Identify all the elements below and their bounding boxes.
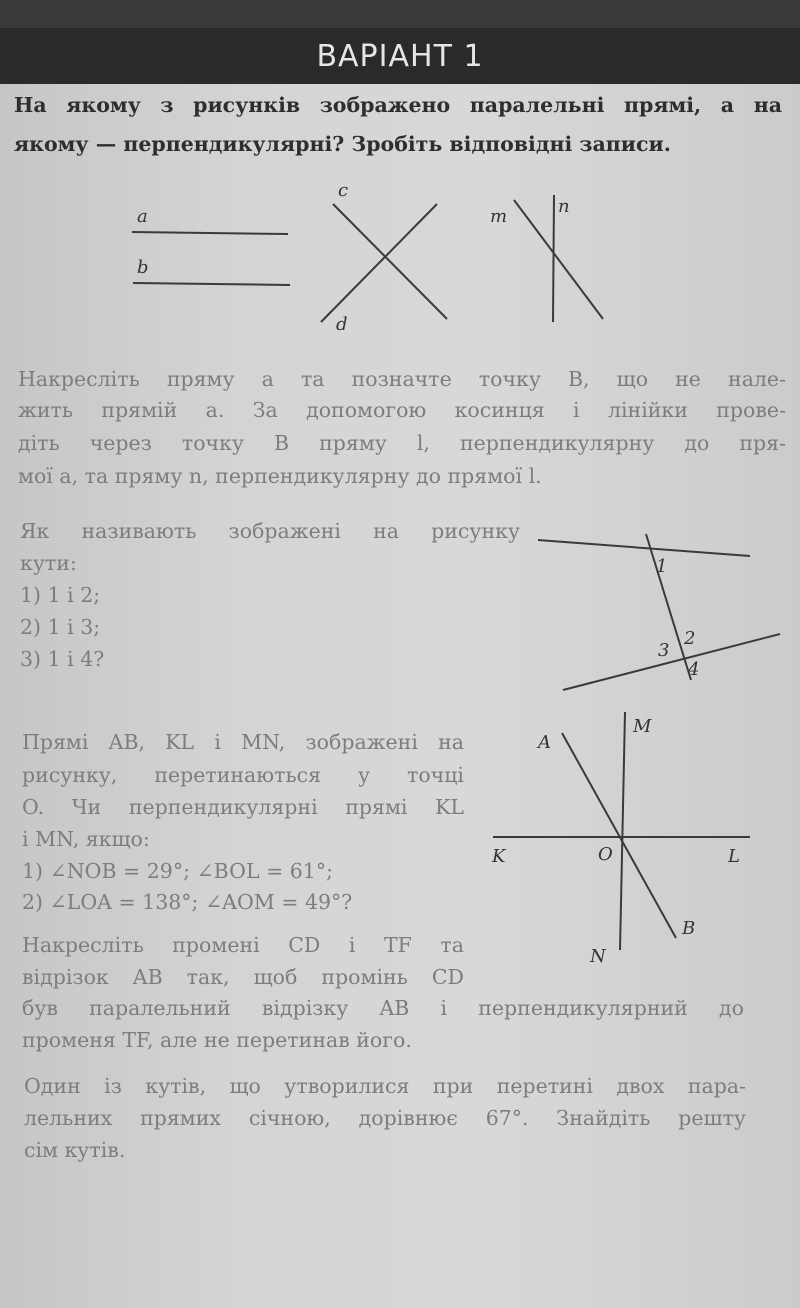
task1-line1: На якому з рисунків зображено паралельні прямі, а на — [14, 93, 782, 117]
label-angle-4: 4 — [688, 659, 700, 680]
variant-title: ВАРІАНТ 1 — [316, 38, 484, 74]
task4-item1: 1) ∠NOB = 29°; ∠BOL = 61°; — [22, 859, 334, 883]
task2-line1: Накресліть пряму a та позначте точку B, що не нале- — [18, 367, 786, 391]
label-d: d — [336, 314, 348, 335]
label-B: B — [682, 918, 696, 939]
figure-parallel-lines — [132, 232, 290, 285]
task3-item2: 2) 1 і 3; — [20, 615, 101, 639]
label-angle-1: 1 — [656, 556, 668, 577]
task3-item1: 1) 1 і 2; — [20, 583, 101, 607]
task6-line2: лельних прямих січною, дорівнює 67°. Знайдіть решту — [24, 1106, 746, 1130]
label-O: O — [598, 844, 613, 865]
label-A: A — [538, 732, 551, 753]
task6-line3: сім кутів. — [24, 1138, 126, 1162]
figure-three-lines — [493, 712, 750, 950]
label-angle-3: 3 — [658, 640, 670, 661]
label-K: K — [492, 846, 506, 867]
task4-line3: O. Чи перпендикулярні прямі KL — [22, 795, 464, 819]
task4-line1: Прямі AB, KL і MN, зображені на — [22, 730, 464, 754]
label-M: M — [633, 716, 652, 737]
task2-line2: жить прямій a. За допомогою косинця і лінійки прове- — [18, 398, 786, 422]
label-N: N — [590, 946, 606, 967]
task5-line3: був паралельний відрізку AB і перпендикулярний до — [22, 996, 744, 1020]
label-m: m — [490, 206, 508, 227]
label-angle-2: 2 — [684, 628, 696, 649]
task3-line2: кути: — [20, 551, 77, 575]
task1-line2: якому — перпендикулярні? Зробіть відповідні записи. — [14, 132, 671, 156]
label-L: L — [728, 846, 740, 867]
label-b: b — [137, 257, 149, 278]
task5-line4: променя TF, але не перетинав його. — [22, 1028, 412, 1052]
task4-item2: 2) ∠LOA = 138°; ∠AOM = 49°? — [22, 890, 353, 914]
label-n: n — [558, 196, 570, 217]
task5-line2: відрізок AB так, щоб промінь CD — [22, 965, 464, 989]
task4-line4: і MN, якщо: — [22, 827, 150, 851]
task3-line1: Як називають зображені на рисунку — [20, 519, 520, 543]
task2-line3: діть через точку B пряму l, перпендикулярну до пря- — [18, 431, 786, 455]
task5-line1: Накресліть промені CD і TF та — [22, 933, 464, 957]
figure-crossing-lines — [321, 204, 447, 322]
task3-item3: 3) 1 і 4? — [20, 647, 105, 671]
task4-line2: рисунку, перетинаються у точці — [22, 763, 464, 787]
label-c: c — [338, 180, 349, 201]
task2-line4: мої a, та пряму n, перпендикулярну до прямої l. — [18, 464, 542, 488]
label-a: a — [137, 206, 148, 227]
task6-line1: Один із кутів, що утворилися при перетині двох пара- — [24, 1074, 746, 1098]
